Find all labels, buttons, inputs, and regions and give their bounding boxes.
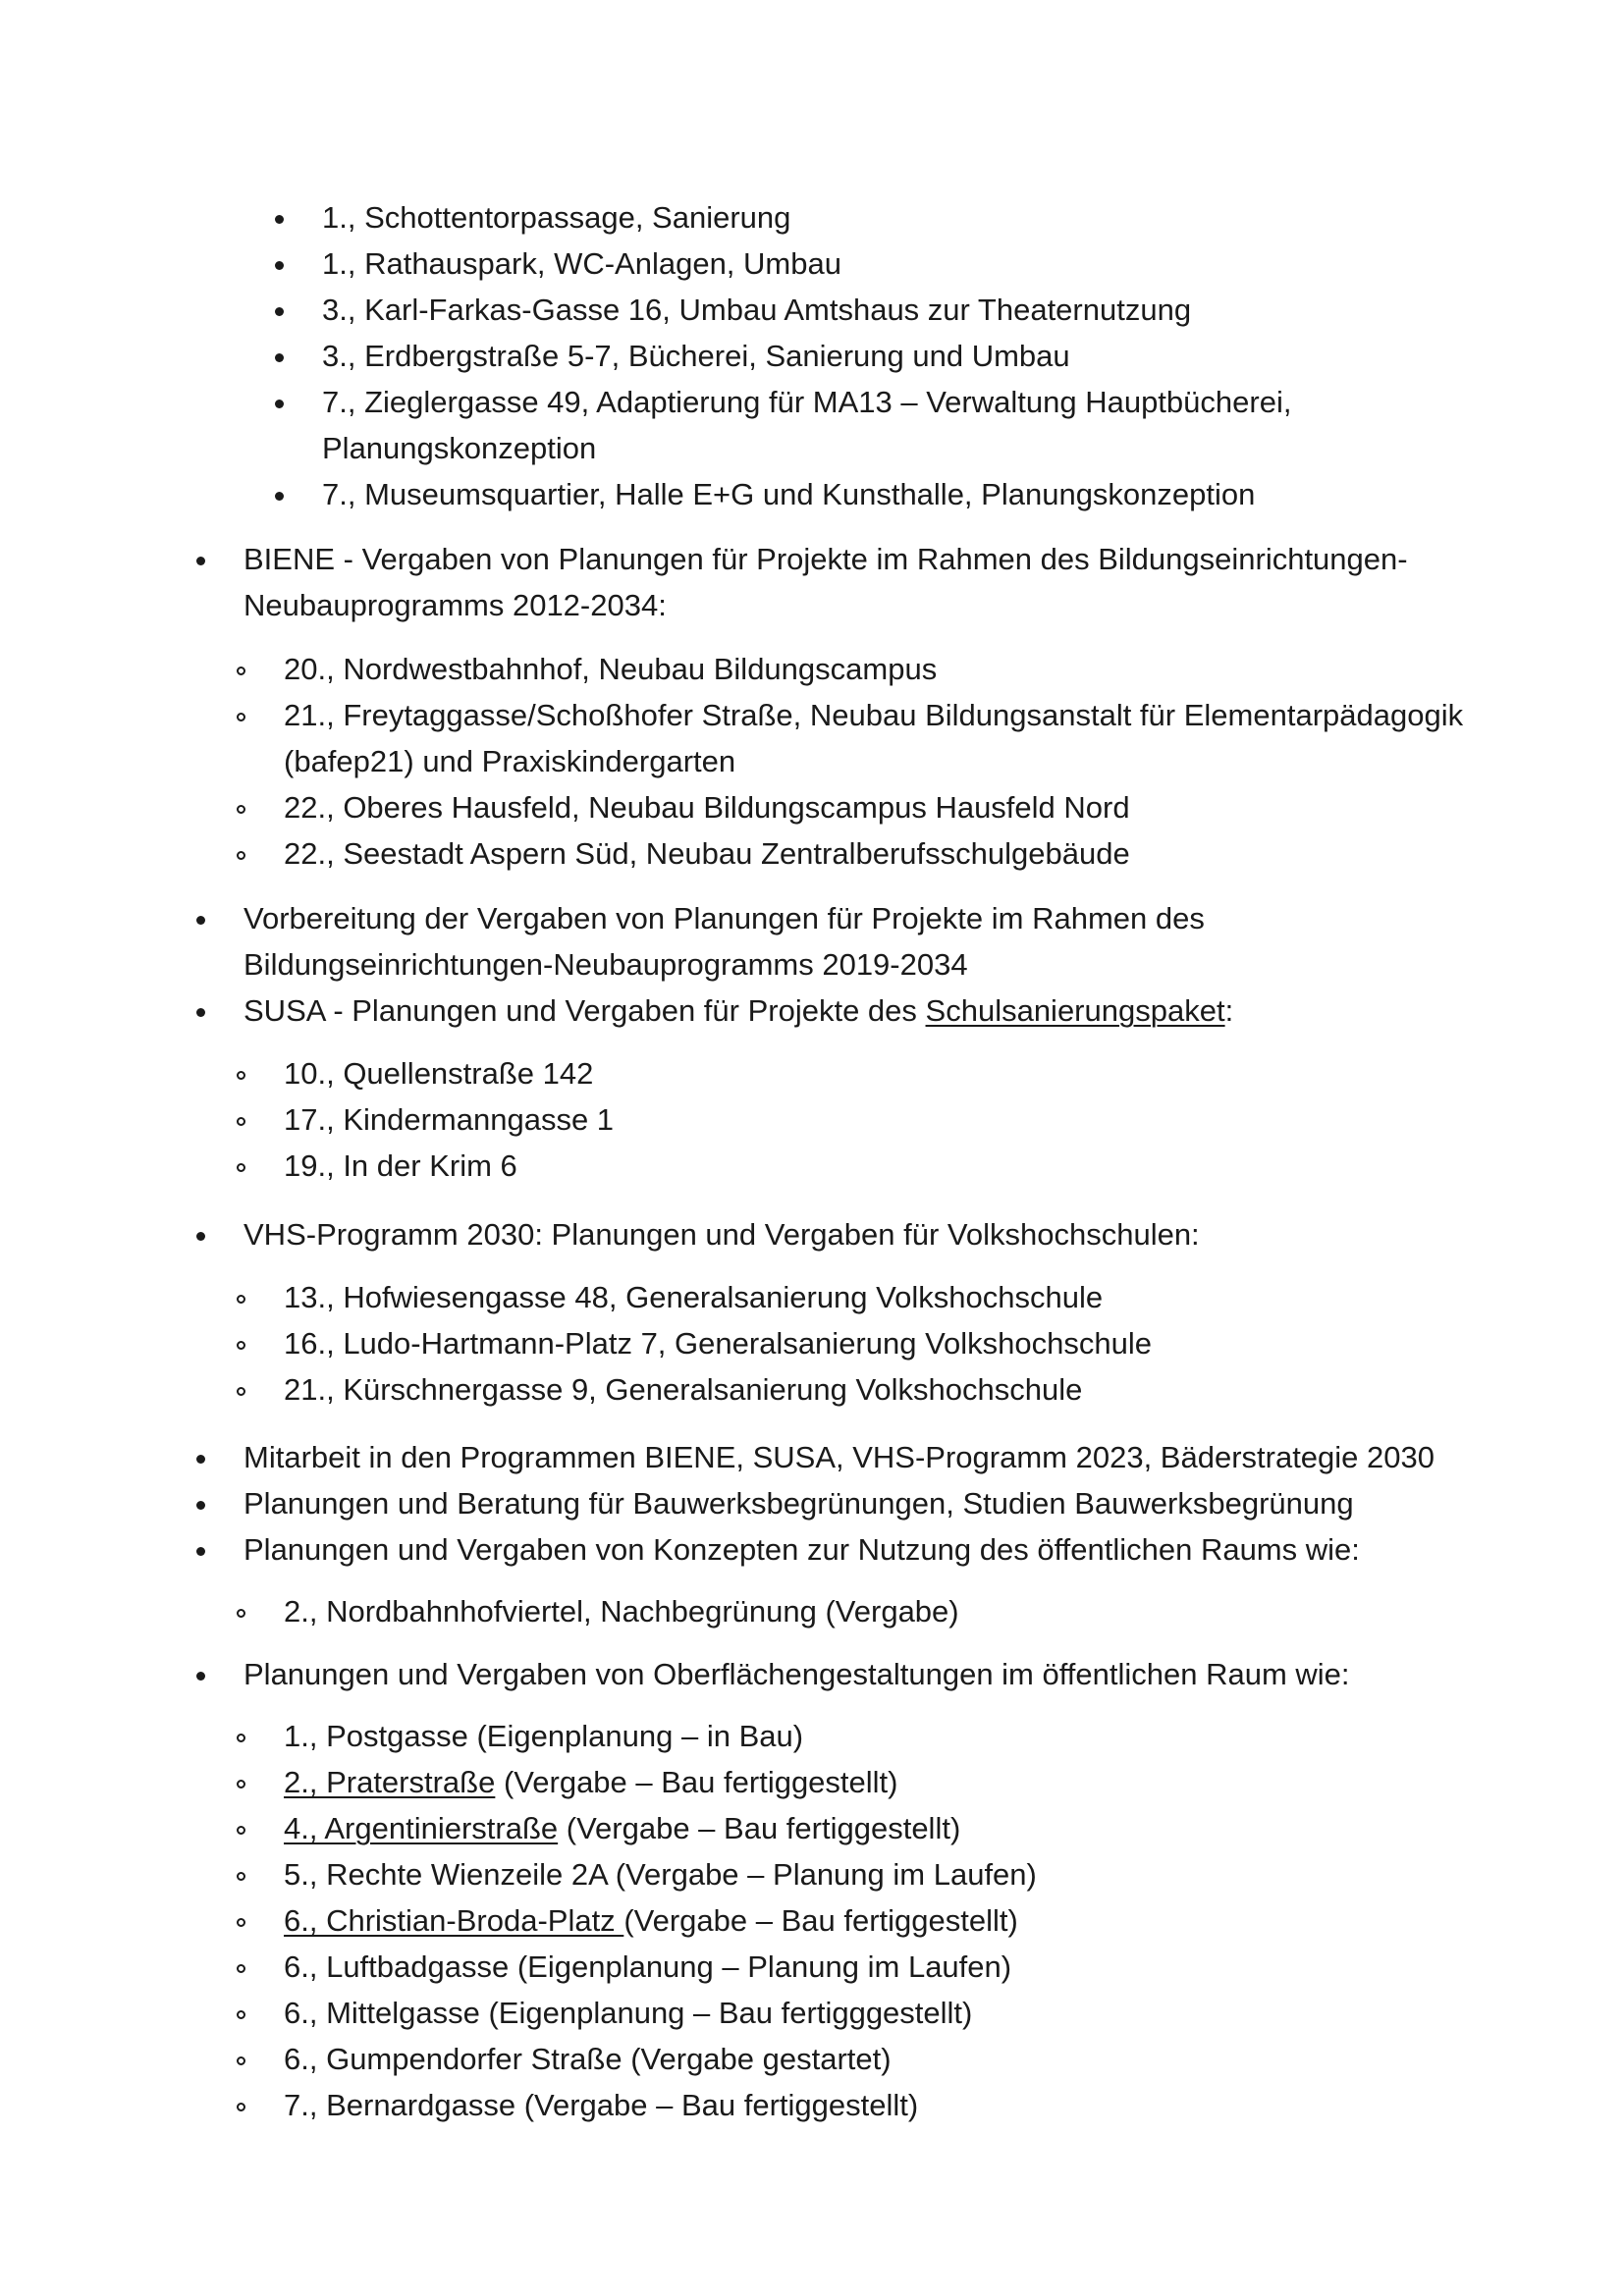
list-item-continuation: (bafep21) und Praxiskindergarten: [284, 744, 736, 778]
bullet-circle-icon: [237, 1387, 245, 1396]
misc-list: [0, 1434, 1624, 1573]
bullet-dot-icon: [196, 1547, 205, 1556]
list-item-continuation: Bildungseinrichtungen-Neubauprogramms 2019-2034: [244, 947, 968, 982]
list-item: 1., Rathauspark, WC-Anlagen, Umbau: [0, 240, 1624, 287]
bullet-dot-icon: [196, 1672, 205, 1681]
list-item: 3., Erdbergstraße 5-7, Bücherei, Sanierung und Umbau: [0, 333, 1624, 379]
list-item: 20., Nordwestbahnhof, Neubau Bildungscampus: [0, 646, 1624, 692]
bullet-dot-icon: [275, 307, 284, 316]
bullet-circle-icon: [237, 1163, 245, 1172]
bullet-circle-icon: [237, 805, 245, 814]
bullet-dot-icon: [275, 261, 284, 270]
biene-heading: BIENE - Vergaben von Planungen für Projekte im Rahmen des Bildungseinrichtungen- Neubauprogramms 2012-2034:: [0, 536, 1624, 628]
list-item: 22., Oberes Hausfeld, Neubau Bildungscampus Hausfeld Nord: [0, 784, 1624, 830]
bullet-dot-icon: [196, 1501, 205, 1510]
list-item: 16., Ludo-Hartmann-Platz 7, Generalsanierung Volkshochschule: [0, 1320, 1624, 1366]
list-item: 7., Bernardgasse (Vergabe – Bau fertiggestellt): [0, 2082, 1624, 2128]
bullet-dot-icon: [196, 1455, 205, 1464]
top-project-list: [0, 194, 1624, 517]
list-item: 2., Nordbahnhofviertel, Nachbegrünung (Vergabe): [0, 1588, 1624, 1634]
bullet-dot-icon: [196, 1008, 205, 1017]
list-item: 21., Kürschnergasse 9, Generalsanierung Volkshochschule: [0, 1366, 1624, 1413]
oberflaechen-list: [0, 1713, 1624, 2128]
bullet-circle-icon: [237, 2103, 245, 2111]
bullet-dot-icon: [275, 400, 284, 408]
list-item: 21., Freytaggasse/Schoßhofer Straße, Neubau Bildungsanstalt für Elementarpädagogik: [0, 692, 1624, 738]
list-item: 10., Quellenstraße 142: [0, 1050, 1624, 1096]
vhs-list: [0, 1274, 1624, 1413]
bullet-circle-icon: [237, 1918, 245, 1927]
bullet-circle-icon: [237, 1780, 245, 1789]
bullet-dot-icon: [196, 916, 205, 925]
list-item: 6., Luftbadgasse (Eigenplanung – Planung im Laufen): [0, 1944, 1624, 1990]
bullet-dot-icon: [196, 1232, 205, 1241]
list-item: 4., Argentinierstraße (Vergabe – Bau fertiggestellt): [0, 1805, 1624, 1851]
bullet-circle-icon: [237, 851, 245, 860]
schulsanierungspaket-link[interactable]: Schulsanierungspaket: [925, 993, 1225, 1028]
list-item: 6., Gumpendorfer Straße (Vergabe gestartet): [0, 2036, 1624, 2082]
list-item: 6., Mittelgasse (Eigenplanung – Bau fertigggestellt): [0, 1990, 1624, 2036]
list-item-continuation: Planungskonzeption: [322, 431, 597, 465]
list-item: 6., Christian-Broda-Platz (Vergabe – Bau fertiggestellt): [0, 1897, 1624, 1944]
list-item: 3., Karl-Farkas-Gasse 16, Umbau Amtshaus zur Theaternutzung: [0, 287, 1624, 333]
vhs-heading: VHS-Programm 2030: Planungen und Vergaben für Volkshochschulen:: [0, 1211, 1624, 1257]
bullet-circle-icon: [237, 713, 245, 721]
bullet-circle-icon: [237, 667, 245, 675]
list-item: 22., Seestadt Aspern Süd, Neubau Zentralberufsschulgebäude: [0, 830, 1624, 877]
bullet-circle-icon: [237, 1964, 245, 1973]
argentinierstrasse-link[interactable]: 4., Argentinierstraße: [284, 1811, 559, 1845]
biene-list: [0, 646, 1624, 877]
list-item: 5., Rechte Wienzeile 2A (Vergabe – Planung im Laufen): [0, 1851, 1624, 1897]
list-item: 1., Schottentorpassage, Sanierung: [0, 194, 1624, 240]
praterstrasse-link[interactable]: 2., Praterstraße: [284, 1765, 496, 1799]
bullet-circle-icon: [237, 2010, 245, 2019]
bullet-circle-icon: [237, 2056, 245, 2065]
misc-sub-list: [0, 1588, 1624, 1634]
bullet-circle-icon: [237, 1609, 245, 1618]
bullet-circle-icon: [237, 1826, 245, 1835]
list-item: 7., Museumsquartier, Halle E+G und Kunsthalle, Planungskonzeption: [0, 471, 1624, 517]
list-item: 7., Zieglergasse 49, Adaptierung für MA13 – Verwaltung Hauptbücherei,: [0, 379, 1624, 425]
list-item: 2., Praterstraße (Vergabe – Bau fertiggestellt): [0, 1759, 1624, 1805]
bullet-dot-icon: [196, 557, 205, 565]
susa-list: [0, 1050, 1624, 1189]
list-item: Mitarbeit in den Programmen BIENE, SUSA, VHS-Programm 2023, Bäderstrategie 2030: [0, 1434, 1624, 1480]
bullet-circle-icon: [237, 1071, 245, 1080]
list-item: 1., Postgasse (Eigenplanung – in Bau): [0, 1713, 1624, 1759]
christian-broda-platz-link[interactable]: 6., Christian-Broda-Platz: [284, 1903, 624, 1938]
bullet-dot-icon: [275, 353, 284, 362]
bullet-dot-icon: [275, 492, 284, 501]
bullet-circle-icon: [237, 1872, 245, 1881]
susa-heading: SUSA - Planungen und Vergaben für Projekte des Schulsanierungspaket:: [0, 988, 1624, 1034]
bullet-dot-icon: [275, 215, 284, 224]
list-item: 19., In der Krim 6: [0, 1143, 1624, 1189]
list-item: 13., Hofwiesengasse 48, Generalsanierung Volkshochschule: [0, 1274, 1624, 1320]
bullet-circle-icon: [237, 1734, 245, 1742]
list-item: Planungen und Beratung für Bauwerksbegrünungen, Studien Bauwerksbegrünung: [0, 1480, 1624, 1526]
bullet-circle-icon: [237, 1341, 245, 1350]
vorbereitung-item: Vorbereitung der Vergaben von Planungen für Projekte im Rahmen des: [0, 895, 1624, 941]
vorbereitung-susa-block: [0, 895, 1624, 1034]
bullet-circle-icon: [237, 1295, 245, 1304]
bullet-circle-icon: [237, 1117, 245, 1126]
list-item: Planungen und Vergaben von Konzepten zur Nutzung des öffentlichen Raums wie:: [0, 1526, 1624, 1573]
list-item: 17., Kindermanngasse 1: [0, 1096, 1624, 1143]
oberflaechen-heading: Planungen und Vergaben von Oberflächengestaltungen im öffentlichen Raum wie:: [0, 1651, 1624, 1697]
